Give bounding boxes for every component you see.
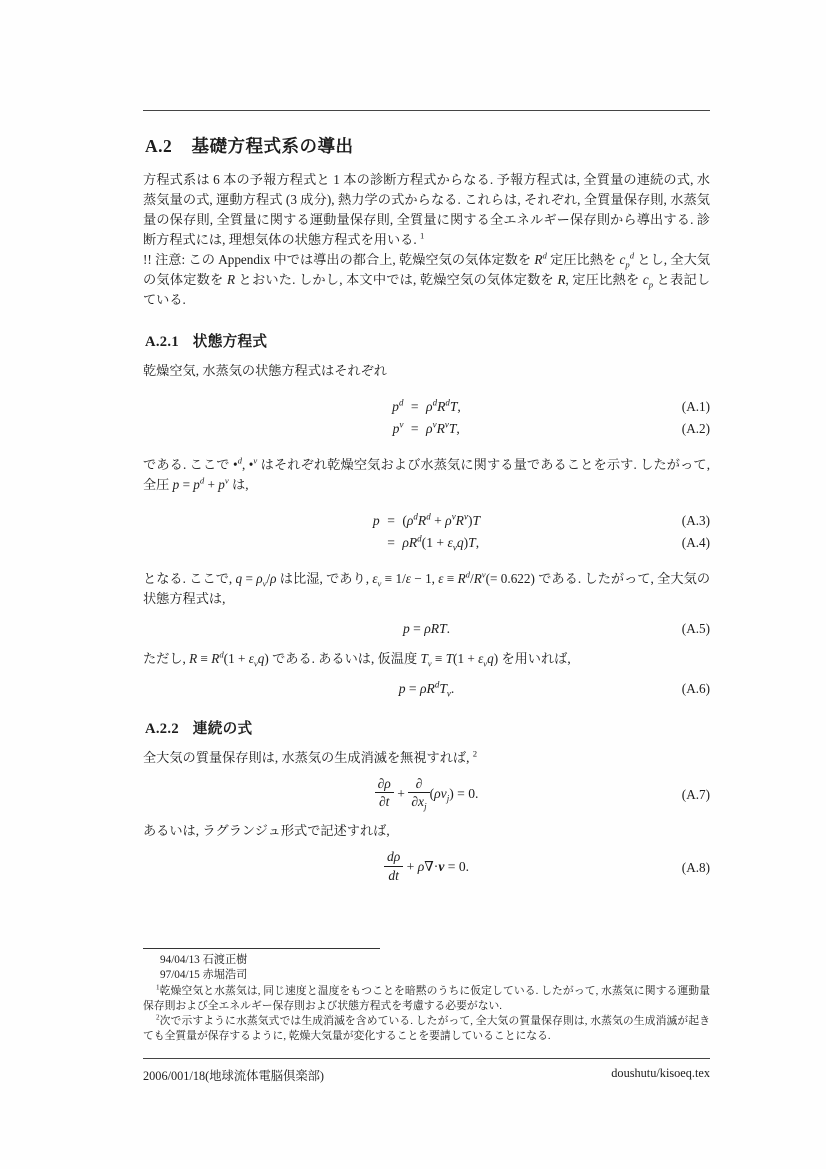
equation-rhs: $(\rho^dR^d + \rho^vR^v)T$ bbox=[402, 511, 481, 528]
page-content bbox=[143, 0, 710, 895]
equation-label-a3: (A.3) bbox=[681, 513, 710, 528]
footnote-text: 次で示すように水蒸気式では生成消滅を含めている. したがって, 全大気の質量保存則は, 水蒸気の生成消滅が起きても全質量が保存するように, 乾燥大気量が変化することを要請していることになる. bbox=[143, 1015, 710, 1042]
section-heading bbox=[145, 133, 710, 158]
paragraph-lagrangian-form: あるいは, ラグランジュ形式で記述すれば, bbox=[143, 823, 390, 839]
subsection-title: 連続の式 bbox=[192, 721, 253, 737]
equation-align-table bbox=[373, 507, 480, 557]
paragraph-intro-1: 方程式系は 6 本の予報方程式と 1 本の診断方程式からなる. 予報方程式は, 全質量の連続の式, 水蒸気量の式, 運動方程式 (3 成分), 熱力学の式からなる. これらは, それぞれ, 全質量保存則, 水蒸気量の保存則, 全質量に関する運動量保存則, 全質量に関する全エネルギー保存則から導出する. 診断方程式には, 理想気体の状態方程式を用いる. $^1$ bbox=[143, 172, 710, 247]
equation-relation: = bbox=[387, 513, 395, 528]
equation-row-a2 bbox=[392, 421, 461, 437]
equation-align-table bbox=[392, 393, 461, 443]
equation-row-a5 bbox=[143, 621, 710, 637]
footnote-mark: 1 bbox=[156, 983, 160, 992]
section-title: 基礎方程式系の導出 bbox=[191, 136, 354, 156]
paragraph-mass-conservation: 全大気の質量保存則は, 水蒸気の生成消滅を無視すれば, $^2$ bbox=[143, 748, 478, 765]
equation-group-a1-a2 bbox=[143, 393, 710, 443]
paragraph-eos-intro: 乾燥空気, 水蒸気の状態方程式はそれぞれ bbox=[143, 363, 387, 378]
equation-relation: = bbox=[387, 535, 395, 550]
subsection-title: 状態方程式 bbox=[192, 334, 268, 350]
subsection-heading-a21 bbox=[145, 330, 710, 351]
equation-label-a4: (A.4) bbox=[681, 535, 710, 550]
equation-lhs bbox=[373, 535, 380, 551]
footer-right-filename: doushutu/kisoeq.tex bbox=[611, 1066, 710, 1080]
equation-row-a3 bbox=[373, 513, 480, 529]
equation-math: p = ρRT. bbox=[402, 621, 451, 636]
subsection-heading-a22 bbox=[145, 717, 710, 738]
equation-label-a6: (A.6) bbox=[681, 681, 710, 696]
equation-rhs: $\rho R^d(1 + \varepsilon_vq)T$, bbox=[402, 533, 480, 553]
equation-lhs: $p^v$ bbox=[392, 419, 404, 436]
equation-label-a1: (A.1) bbox=[681, 399, 710, 414]
footnote-2 bbox=[143, 1014, 710, 1043]
section-number: A.2 bbox=[145, 136, 173, 156]
equation-lhs: $p^d$ bbox=[392, 397, 404, 414]
footer-row bbox=[143, 1066, 710, 1084]
equation-label-a7: (A.7) bbox=[681, 786, 710, 802]
equation-math: $\frac{\partial\rho}{\partial t}$ + $\frac{\partial}{\partial x_j}$ $(\rho v_j) = 0$. bbox=[375, 786, 479, 801]
equation-rhs: $\rho^vR^vT$, bbox=[426, 419, 460, 436]
equation-relation: = bbox=[410, 399, 419, 414]
subsection-number: A.2.2 bbox=[145, 721, 179, 737]
paragraph-intro-notice: !! 注意: この Appendix 中では導出の都合上, 乾燥空気の気体定数を $R^d$ 定圧比熱を $c_p^d$ とし, 全大気の気体定数を R とおいた. しかし, 本文中では, 乾燥空気の気体定数を R, 定圧比熱を $c_p$ と表記している. bbox=[143, 250, 711, 307]
page-footer bbox=[143, 1058, 710, 1084]
paragraph-virtual-temperature: ただし, $R \equiv R^d(1 + \varepsilon_vq)$ である. あるいは, 仮温度 $T_v \equiv T(1 + \varepsilon_vq)$ を用いれば, bbox=[143, 649, 571, 669]
equation-row-a8 bbox=[143, 851, 710, 884]
revision-line: 97/04/15 赤堀浩司 bbox=[160, 969, 248, 981]
equation-rhs: $\rho^dR^dT$, bbox=[426, 397, 461, 414]
equation-math: $p = \rho R^dT_v$. bbox=[398, 679, 455, 699]
equation-group-a3-a4 bbox=[143, 507, 710, 557]
subsection-number: A.2.1 bbox=[145, 334, 179, 350]
paragraph-specific-humidity: となる. ここで, $q = \rho_v/\rho$ は比湿, であり, $\varepsilon_v \equiv 1/\varepsilon - 1$, $\varepsilon \equiv R^d/R^v(= 0.622)$ である. したがって, 全大気の状態方程式は, bbox=[143, 569, 711, 606]
equation-label-a5: (A.5) bbox=[681, 621, 710, 636]
equation-math: $\frac{d\rho}{dt}$ + ρ∇·v = 0. bbox=[384, 859, 469, 874]
equation-row-a1 bbox=[392, 399, 461, 415]
equation-lhs: p bbox=[372, 513, 380, 528]
equation-row-a4 bbox=[373, 535, 480, 551]
header-rule bbox=[143, 110, 710, 111]
equation-relation: = bbox=[410, 421, 419, 436]
footnote-mark: 2 bbox=[156, 1013, 160, 1022]
footnote-block bbox=[143, 948, 710, 1043]
equation-row-a7 bbox=[143, 778, 710, 811]
revision-line: 94/04/13 石渡正樹 bbox=[160, 954, 248, 966]
footer-rule bbox=[143, 1058, 710, 1059]
footnote-1 bbox=[143, 984, 710, 1013]
paragraph-total-pressure: である. ここで •$^d$, •$^v$ はそれぞれ乾燥空気および水蒸気に関する量であることを示す. したがって, 全圧 $p = p^d + p^v$ は, bbox=[143, 455, 711, 492]
footer-left-imprint: 2006/001/18(地球流体電脳倶楽部) bbox=[143, 1069, 325, 1083]
footnote-separator-rule bbox=[143, 948, 380, 949]
equation-label-a8: (A.8) bbox=[681, 860, 710, 876]
equation-label-a2: (A.2) bbox=[681, 421, 710, 436]
footnote-text: 乾燥空気と水蒸気は, 同じ速度と温度をもつことを暗黙のうちに仮定している. したがって, 水蒸気に関する運動量保存則および全エネルギー保存則および状態方程式を考慮する必要がない. bbox=[143, 985, 710, 1012]
equation-row-a6 bbox=[143, 681, 710, 697]
